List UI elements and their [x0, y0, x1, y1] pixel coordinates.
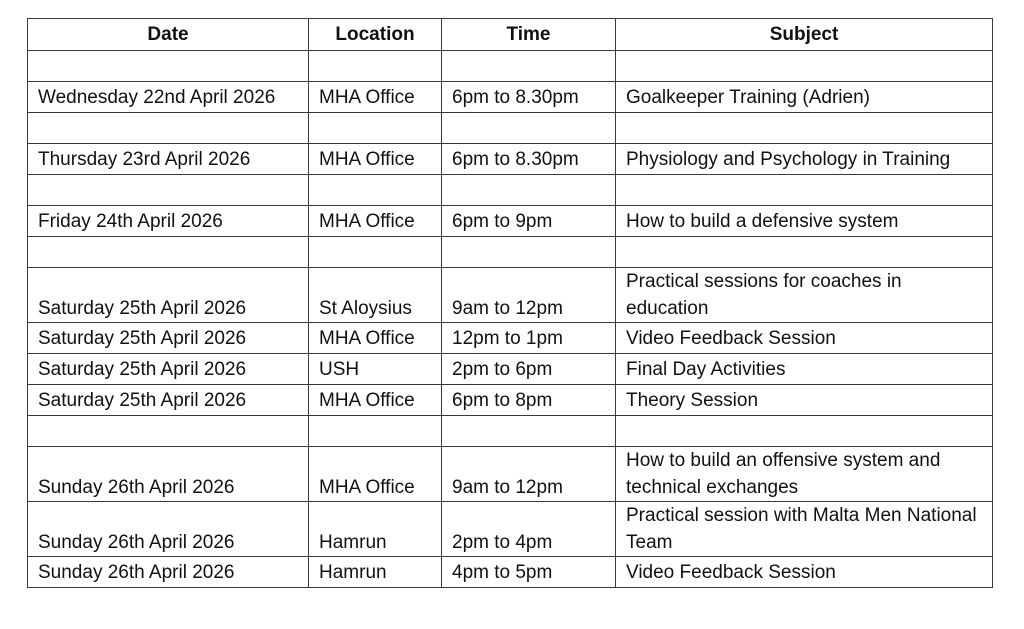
cell-location	[309, 175, 442, 206]
header-time: Time	[442, 19, 616, 51]
header-row	[28, 19, 993, 51]
cell-date: Thursday 23rd April 2026	[28, 144, 309, 175]
table-row	[28, 416, 993, 447]
cell-subject: Practical sessions for coaches in education	[616, 268, 993, 323]
cell-time: 2pm to 4pm	[442, 502, 616, 557]
cell-date: Wednesday 22nd April 2026	[28, 82, 309, 113]
table-row	[28, 447, 993, 502]
cell-time: 6pm to 8.30pm	[442, 144, 616, 175]
cell-subject	[616, 51, 993, 82]
table-row	[28, 206, 993, 237]
table-row	[28, 268, 993, 323]
table-row	[28, 385, 993, 416]
cell-time	[442, 416, 616, 447]
cell-date: Saturday 25th April 2026	[28, 385, 309, 416]
cell-date: Friday 24th April 2026	[28, 206, 309, 237]
cell-date	[28, 237, 309, 268]
cell-location	[309, 51, 442, 82]
header-location: Location	[309, 19, 442, 51]
cell-date	[28, 416, 309, 447]
cell-subject: Physiology and Psychology in Training	[616, 144, 993, 175]
cell-subject	[616, 416, 993, 447]
table-row	[28, 323, 993, 354]
cell-subject: Final Day Activities	[616, 354, 993, 385]
cell-date	[28, 51, 309, 82]
cell-location: MHA Office	[309, 82, 442, 113]
table-row	[28, 113, 993, 144]
cell-time	[442, 175, 616, 206]
cell-date: Saturday 25th April 2026	[28, 323, 309, 354]
cell-subject	[616, 175, 993, 206]
cell-time	[442, 113, 616, 144]
cell-time: 12pm to 1pm	[442, 323, 616, 354]
table-row	[28, 237, 993, 268]
table-row	[28, 144, 993, 175]
cell-subject: Goalkeeper Training (Adrien)	[616, 82, 993, 113]
cell-subject: Video Feedback Session	[616, 557, 993, 588]
cell-location: Hamrun	[309, 557, 442, 588]
cell-location: MHA Office	[309, 206, 442, 237]
cell-date: Sunday 26th April 2026	[28, 502, 309, 557]
cell-date: Saturday 25th April 2026	[28, 268, 309, 323]
cell-time	[442, 237, 616, 268]
cell-date	[28, 175, 309, 206]
cell-time: 6pm to 8pm	[442, 385, 616, 416]
cell-subject	[616, 113, 993, 144]
cell-time: 2pm to 6pm	[442, 354, 616, 385]
cell-date: Saturday 25th April 2026	[28, 354, 309, 385]
schedule-table	[27, 18, 993, 588]
table-row	[28, 175, 993, 206]
header-subject: Subject	[616, 19, 993, 51]
cell-location	[309, 237, 442, 268]
cell-time: 6pm to 8.30pm	[442, 82, 616, 113]
cell-time: 4pm to 5pm	[442, 557, 616, 588]
cell-location	[309, 113, 442, 144]
cell-date: Sunday 26th April 2026	[28, 557, 309, 588]
table-row	[28, 354, 993, 385]
cell-date	[28, 113, 309, 144]
cell-date: Sunday 26th April 2026	[28, 447, 309, 502]
cell-location	[309, 416, 442, 447]
table-row	[28, 51, 993, 82]
cell-time: 9am to 12pm	[442, 268, 616, 323]
cell-time: 9am to 12pm	[442, 447, 616, 502]
cell-subject	[616, 237, 993, 268]
cell-time: 6pm to 9pm	[442, 206, 616, 237]
cell-time	[442, 51, 616, 82]
cell-location: MHA Office	[309, 144, 442, 175]
cell-location: Hamrun	[309, 502, 442, 557]
table-row	[28, 557, 993, 588]
cell-location: MHA Office	[309, 323, 442, 354]
cell-location: MHA Office	[309, 385, 442, 416]
cell-subject: How to build a defensive system	[616, 206, 993, 237]
cell-subject: Theory Session	[616, 385, 993, 416]
table-row	[28, 82, 993, 113]
cell-subject: How to build an offensive system and technical exchanges	[616, 447, 993, 502]
cell-subject: Practical session with Malta Men National Team	[616, 502, 993, 557]
cell-location: MHA Office	[309, 447, 442, 502]
cell-subject: Video Feedback Session	[616, 323, 993, 354]
table-row	[28, 502, 993, 557]
cell-location: St Aloysius	[309, 268, 442, 323]
header-date: Date	[28, 19, 309, 51]
cell-location: USH	[309, 354, 442, 385]
